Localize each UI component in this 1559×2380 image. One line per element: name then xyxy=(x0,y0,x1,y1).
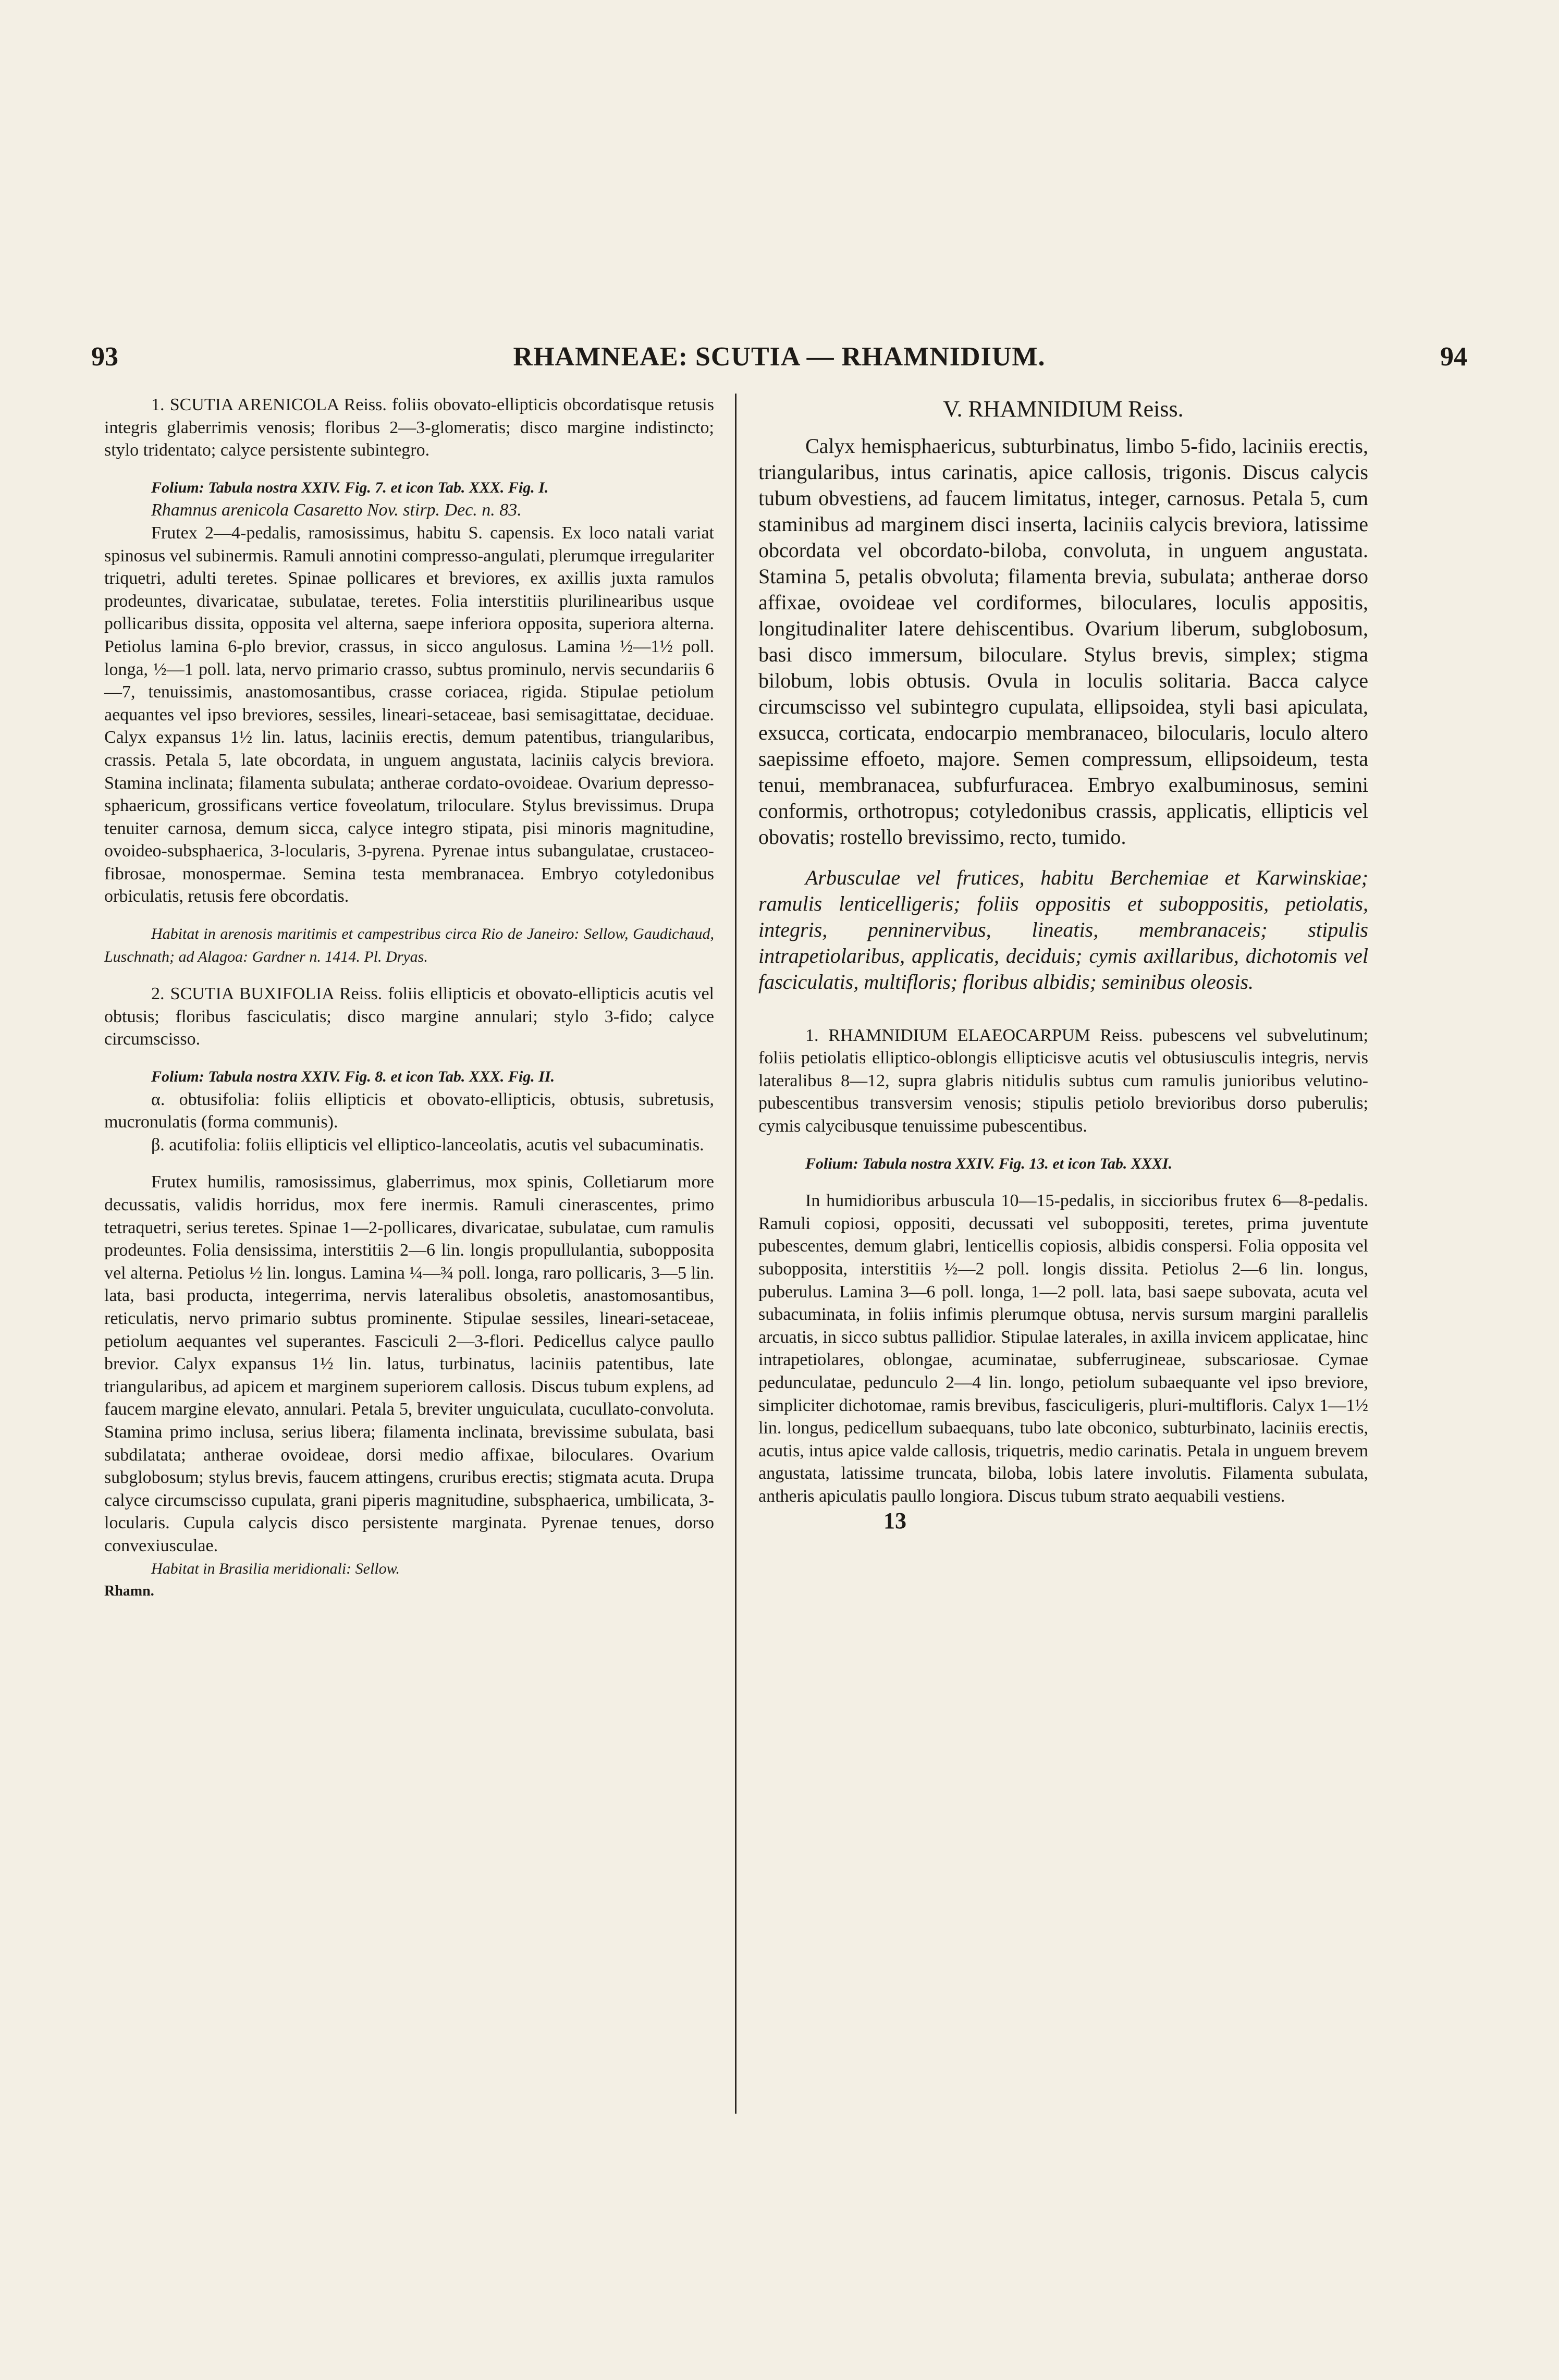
right-column xyxy=(758,394,1368,1532)
genus-habit-note: Arbusculae vel frutices, habitu Berchemiae et Karwinskiae; ramulis lenticelligeris; foliis oppositis et suboppositis, petiolatis, integris, penninervibus, lineatis, membranaceis; stipulis intrapetiolaribus, applicatis, deciduis; cymis axillaribus, dichotomis vel fasciculatis, multifloris; floribus albidis; seminibus oleosis. xyxy=(758,865,1368,993)
genus-description: Calyx hemisphaericus, subturbinatus, limbo 5-fido, laciniis erectis, triangularibus, intus carinatis, apice callosis, trigonis. Discus calycis tubum obvestiens, ad faucem limitatus, integer, carnosus. Petala 5, cum staminibus ad marginem disci inserta, laciniis calycis breviora, latissime obcordata vel obcordato-biloba, convoluta, in unguem angustata. Stamina 5, petalis obvoluta; filamenta brevia, subulata; antherae dorso affixae, ovoideae vel cordiformes, biloculares, loculis appositis, longitudinaliter latere dehiscentibus. Ovarium liberum, subglobosum, basi disco immersum, biloculare. Stylus brevis, simplex; stigma bilobum, lobis obtusis. Ovula in loculis solitaria. Bacca calyce circumscisso vel subintegro cupulata, ellipsoidea, styli basi apiculata, exsucca, corticata, endocarpio membranaceo, bilocularis, loculo altero saepissime effoeto, majore. Semen compressum, ellipsoideum, testa tenui, membranacea, subfurfuracea. Embryo exalbuminosus, semini conformis, orthotropus; cotyledonibus crassis, applicatis, ellipticis vel obovatis; rostello brevissimo, recto, tumido. xyxy=(758,434,1368,849)
column-divider xyxy=(735,394,736,2114)
running-title: RHAMNEAE: SCUTIA — RHAMNIDIUM. xyxy=(513,342,1046,372)
variety-alpha: α. obtusifolia: foliis ellipticis et obovato-ellipticis, obtusis, subretusis, mucronulatis (forma communis). xyxy=(104,1089,714,1132)
species-1-description: Frutex 2—4-pedalis, ramosissimus, habitu S. capensis. Ex loco natali variat spinosus vel subinermis. Ramuli annotini compresso-angulati, plerumque irregulariter triquetri, adulti teretes. Spinae pollicares et breviores, ex axillis juxta ramulos prodeuntes, divaricatae, subulatae, teretes. Folia interstitiis plurilinearibus usque pollicaribus dissita, opposita vel alterna, saepe inferiora opposita, superiora alterna. Petiolus lamina 6-plo brevior, crassus, in sicco angulosus. Lamina ½—1½ poll. longa, ½—1 poll. lata, nervo primario crasso, subtus prominulo, nervis secundariis 6—7, tenuissimis, anastomosantibus, crasse coriacea, rigida. Stipulae petiolum aequantes vel ipso breviores, sessiles, lineari-setaceae, basi semisagittatae, deciduae. Calyx expansus 1½ lin. latus, laciniis erectis, demum patentibus, triangularibus, crassis. Petala 5, late obcordata, in unguem angustata, laciniis calycis breviora. Stamina inclinata; filamenta subulata; antherae cordato-ovoideae. Ovarium depresso-sphaericum, grossificans vertice foveolatum, triloculare. Stylus brevissimus. Drupa tenuiter carnosa, demum sicca, calyce integro stipata, pisi minoris magnitudine, ovoideo-subsphaerica, 3-locularis, 3-pyrena. Pyrenae intus subangulatae, crustaceo-fibrosae, monospermae. Semina testa membranacea. Embryo cotyledonibus orbiculatis, retusis fere obcordatis. xyxy=(104,523,714,906)
left-page-number: 93 xyxy=(91,342,118,372)
species-1-habitat: Habitat in arenosis maritimis et campestribus circa Rio de Janeiro: Sellow, Gaudichaud, Luschnath; ad Alagoa: Gardner n. 1414. Pl. Dryas. xyxy=(104,925,714,965)
rhamnidium-species-1-diagnosis: 1. RHAMNIDIUM ELAEOCARPUM Reiss. pubescens vel subvelutinum; foliis petiolatis elliptico-oblongis ellipticisve acutis vel obtusiusculis integris, nervis lateralibus 8—12, supra glabris nitidulis subtus cum ramulis junioribus velutino-pubescentibus transversim venosis; stipulis petiolo brevioribus dorso puberulis; cymis calycibusque tenuissime pubescentibus. xyxy=(758,1025,1368,1136)
genus-heading: V. RHAMNIDIUM Reiss. xyxy=(943,396,1184,422)
species-1-synonym: Rhamnus arenicola Casaretto Nov. stirp. Dec. n. 83. xyxy=(151,500,522,520)
species-2-diagnosis: 2. SCUTIA BUXIFOLIA Reiss. foliis ellipticis et obovato-ellipticis acutis vel obtusis; floribus fasciculatis; disco margine annulari; stylo 3-fido; calyce circumscisso. xyxy=(104,984,714,1049)
sheet-signature: 13 xyxy=(883,1508,906,1534)
species-1-diagnosis: 1. SCUTIA ARENICOLA Reiss. foliis obovato-ellipticis obcordatisque retusis integris glaberrimis venosis; floribus 2—3-glomeratis; disco margine indistincto; stylo tridentato; calyce persistente subintegro. xyxy=(104,395,714,460)
species-2-description: Frutex humilis, ramosissimus, glaberrimus, mox spinis, Colletiarum more decussatis, validis horridus, mox fere inermis. Ramuli cinerascentes, primo tetraquetri, serius teretes. Spinae 1—2-pollicares, divaricatae, subulatae, cum ramulis prodeuntes. Folia densissima, interstitiis 2—6 lin. longis propullulantia, subopposita vel alterna. Petiolus ½ lin. longus. Lamina ¼—¾ poll. longa, raro pollicaris, 3—5 lin. lata, basi producta, integerrima, nervis lateralibus obsoletis, anastomosantibus, reticulatis, nervo primario subtus prominente. Stipulae sessiles, lineari-setaceae, petiolum aequantes vel superantes. Fasciculi 2—3-flori. Pedicellus calyce paullo brevior. Calyx expansus 1½ lin. latus, turbinatus, laciniis patentibus, late triangularibus, ad apicem et marginem superiorem callosis. Discus tubum explens, ad faucem margine elevato, annulari. Petala 5, breviter unguiculata, cucullato-convoluta. Stamina primo inclusa, serius libera; filamenta inclinata, brevissime subulata, basi subdilatata; antherae ovoideae, dorsi medio affixae, biloculares. Ovarium subglobosum; stylus brevis, faucem attingens, cruribus erectis; stigmata acuta. Drupa calyce circumscisso cupulata, grani piperis magnitudine, subsphaerica, umbilicata, 3-locularis. Cupula calycis disco persistente marginata. Pyrenae tenues, dorso convexiusculae. xyxy=(104,1172,714,1555)
rhamnidium-species-1-figure-ref: Folium: Tabula nostra XXIV. Fig. 13. et icon Tab. XXXI. xyxy=(805,1155,1173,1172)
species-2-habitat: Habitat in Brasilia meridionali: Sellow. xyxy=(151,1560,400,1577)
right-page-number: 94 xyxy=(1440,342,1467,372)
left-column xyxy=(104,394,714,1603)
page-header xyxy=(91,341,1467,383)
variety-beta: β. acutifolia: foliis ellipticis vel elliptico-lanceolatis, acutis vel subacuminatis. xyxy=(151,1135,704,1155)
signature-mark: Rhamn. xyxy=(104,1583,154,1600)
species-2-figure-ref: Folium: Tabula nostra XXIV. Fig. 8. et icon Tab. XXX. Fig. II. xyxy=(151,1068,555,1086)
rhamnidium-species-1-description: In humidioribus arbuscula 10—15-pedalis, in siccioribus frutex 6—8-pedalis. Ramuli copiosi, oppositi, decussati vel suboppositi, teretes, prima juventute pubescentes, demum glabri, lenticellis copiosis, albidis conspersi. Folia opposita vel subopposita, interstitiis ½—2 poll. longis dissita. Petiolus 2—6 lin. longus, puberulus. Lamina 3—6 poll. longa, 1—2 poll. lata, basi saepe subovata, acuta vel subacuminata, in foliis infimis plerumque obtusa, nervis sursum margini parallelis arcuatis, in sicco subtus pallidior. Stipulae laterales, in axilla invicem applicatae, hinc intrapetiolares, oblongae, acuminatae, subferrugineae, subscariosae. Cymae pedunculatae, pedunculo 2—4 lin. longo, petiolum subaequante vel ipso breviore, simpliciter dichotomae, ramis brevibus, fasciculigeris, pluri-multifloris. Calyx 1—1½ lin. longus, pedicellum subaequans, tubo late obconico, subturbinato, laciniis erectis, acutis, intus apice valde callosis, triquetris, medio carinatis. Petala in unguem brevem angustata, latissime truncata, biloba, lobis latere involutis. Filamenta subulata, antheris apiculatis paullo longiora. Discus tubum strato aequabili vestiens. xyxy=(758,1191,1368,1506)
species-1-figure-ref: Folium: Tabula nostra XXIV. Fig. 7. et icon Tab. XXX. Fig. I. xyxy=(151,479,549,496)
